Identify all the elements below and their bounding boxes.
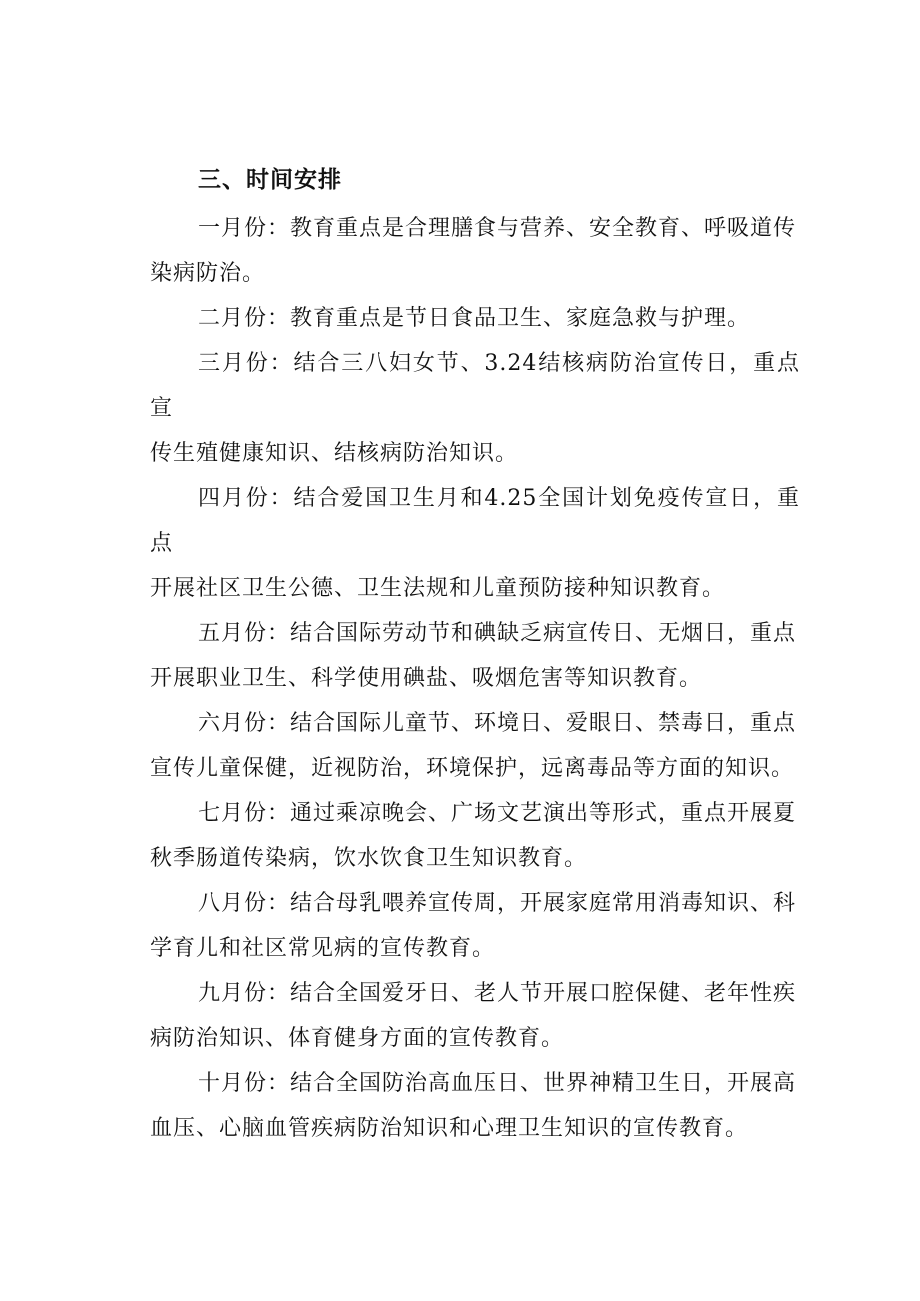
document-body [150,160,800,1151]
schedule-item-june [150,701,800,791]
schedule-item-october [150,1061,800,1151]
schedule-line-continued: 宣传儿童保健，近视防治，环境保护，远离毒品等方面的知识。 [150,756,795,781]
schedule-line: 五月份：结合国际劳动节和碘缺乏病宣传日、无烟日，重点 [198,621,797,646]
schedule-line-continued: 秋季肠道传染病，饮水饮食卫生知识教育。 [150,846,588,871]
schedule-line-continued: 血压、心脑血管疾病防治知识和心理卫生知识的宣传教育。 [150,1116,749,1141]
schedule-line-continued: 开展社区卫生公德、卫生法规和儿童预防接种知识教育。 [150,576,726,601]
schedule-line: 一月份：教育重点是合理膳食与营养、安全教育、呼吸道传 [198,216,797,241]
schedule-line: 十月份：结合全国防治高血压日、世界神精卫生日，开展高 [198,1071,797,1096]
schedule-item-september [150,971,800,1061]
schedule-line-continued: 染病防治。 [150,261,266,286]
schedule-item-august [150,881,800,971]
schedule-line: 三月份：结合三八妇女节、3.24结核病防治宣传日，重点宣 [150,351,800,421]
section-heading: 三、时间安排 [198,167,342,193]
schedule-line: 六月份：结合国际儿童节、环境日、爱眼日、禁毒日，重点 [198,711,797,736]
schedule-line: 四月份：结合爱国卫生月和4.25全国计划免疫传宣日，重点 [150,486,800,556]
schedule-line: 二月份：教育重点是节日食品卫生、家庭急救与护理。 [198,306,751,331]
schedule-item-march [150,341,800,476]
schedule-item-may [150,611,800,701]
schedule-line-continued: 病防治知识、体育健身方面的宣传教育。 [150,1026,565,1051]
schedule-line: 七月份：通过乘凉晚会、广场文艺演出等形式，重点开展夏 [198,801,797,826]
schedule-item-february [150,296,800,341]
schedule-line: 九月份：结合全国爱牙日、老人节开展口腔保健、老年性疾 [198,981,797,1006]
schedule-item-january [150,206,800,296]
schedule-item-april [150,476,800,611]
schedule-line-continued: 传生殖健康知识、结核病防治知识。 [150,441,519,466]
schedule-line: 八月份：结合母乳喂养宣传周，开展家庭常用消毒知识、科 [198,891,797,916]
schedule-line-continued: 开展职业卫生、科学使用碘盐、吸烟危害等知识教育。 [150,666,703,691]
schedule-line-continued: 学育儿和社区常见病的宣传教育。 [150,936,496,961]
schedule-item-july [150,791,800,881]
